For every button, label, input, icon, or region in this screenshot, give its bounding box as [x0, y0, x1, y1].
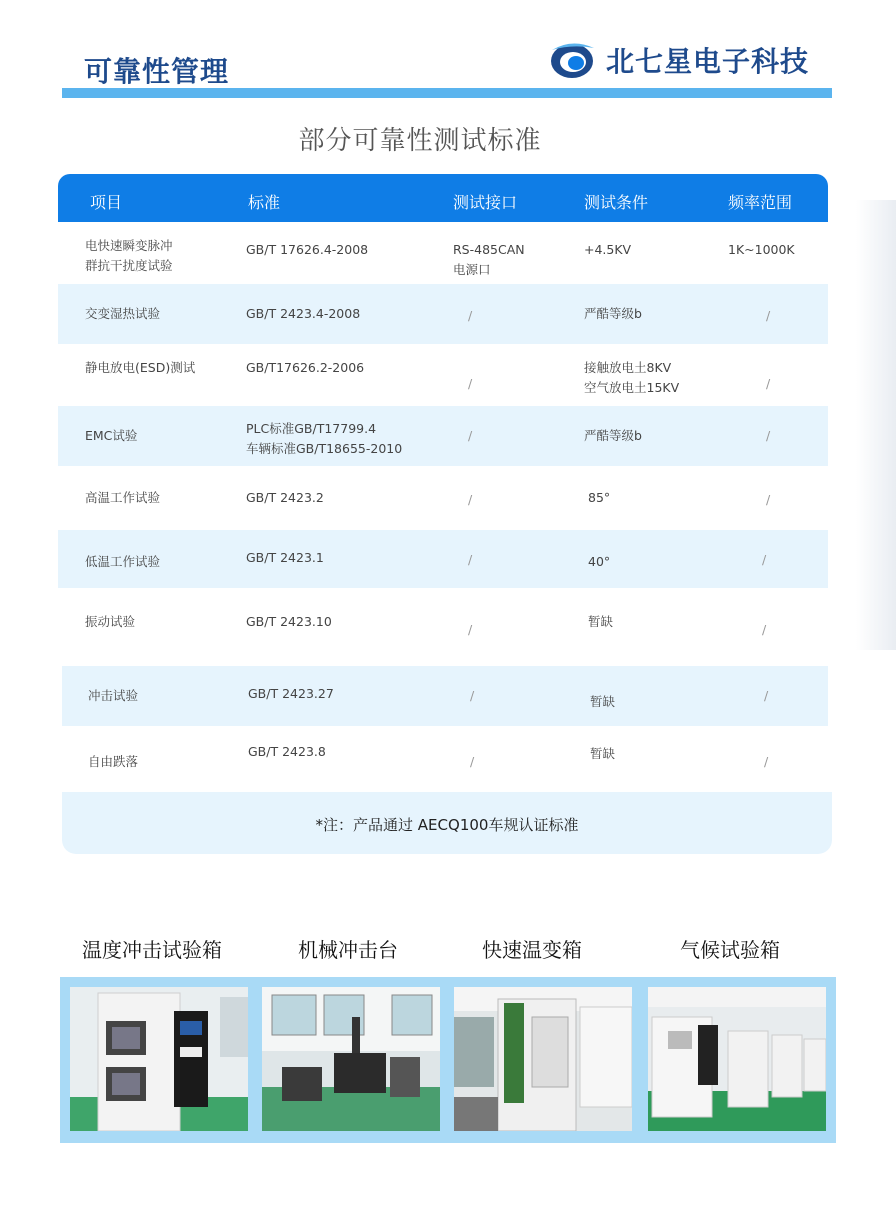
cell-interface: RS-485CAN 电源口	[453, 242, 525, 277]
cell-frequency: /	[766, 492, 771, 507]
certification-note: *注：产品通过 AECQ100车规认证标准	[62, 792, 832, 854]
cell-interface: /	[470, 688, 475, 703]
cell-condition: 严酷等级b	[584, 428, 642, 443]
cell-standard: GB/T17626.2-2006	[246, 360, 365, 375]
page-title: 可靠性管理	[84, 55, 230, 88]
cell-frequency: /	[764, 688, 769, 703]
cell-condition: 接触放电土8KV 空气放电土15KV	[584, 360, 680, 395]
mechanical-shock-table-photo	[262, 987, 440, 1131]
cell-interface: /	[468, 492, 473, 507]
caption-rapid-temp: 快速温变箱	[482, 938, 582, 962]
cell-item: 冲击试验	[88, 688, 139, 703]
caption-climate: 气候试验箱	[680, 938, 780, 962]
cell-condition: 85°	[588, 490, 611, 505]
header-standard: 标准	[248, 193, 281, 212]
cell-condition: 暂缺	[588, 614, 614, 629]
cell-frequency: /	[766, 376, 771, 391]
cell-item: 低温工作试验	[85, 554, 161, 569]
brand-name: 北七星电子科技	[606, 45, 810, 78]
header-item: 项目	[90, 193, 123, 212]
cell-standard: PLC标准GB/T17799.4 车辆标准GB/T18655-2010	[246, 421, 403, 456]
cell-standard: GB/T 2423.1	[246, 550, 324, 565]
cell-item: 自由跌落	[88, 754, 139, 769]
cell-frequency: /	[762, 622, 767, 637]
background-decoration	[856, 200, 896, 650]
section-title: 部分可靠性测试标准	[298, 126, 542, 156]
cell-item: 静电放电(ESD)测试	[85, 360, 196, 375]
table-row	[58, 592, 828, 666]
cell-interface: /	[468, 622, 473, 637]
cell-condition: 40°	[588, 554, 611, 569]
cell-item: EMC试验	[85, 428, 138, 443]
cell-frequency: /	[766, 428, 771, 443]
cell-frequency: /	[764, 754, 769, 769]
cell-standard: GB/T 2423.4-2008	[246, 306, 361, 321]
cell-interface: /	[468, 376, 473, 391]
standards-table-continued	[58, 592, 828, 792]
cell-standard: GB/T 2423.27	[248, 686, 334, 701]
header-condition: 测试条件	[584, 193, 649, 212]
cell-standard: GB/T 2423.2	[246, 490, 324, 505]
cell-frequency: /	[766, 308, 771, 323]
table-header	[58, 174, 828, 222]
cell-condition: 暂缺	[590, 746, 616, 761]
table-row	[58, 726, 828, 792]
cell-condition: 严酷等级b	[584, 306, 642, 321]
equipment-photo-strip	[60, 977, 836, 1143]
cell-item: 振动试验	[85, 614, 136, 629]
caption-mechanical-shock: 机械冲击台	[298, 938, 398, 962]
header-frequency: 频率范围	[728, 193, 793, 212]
cell-interface: /	[468, 308, 473, 323]
cell-item: 高温工作试验	[85, 490, 161, 505]
cell-interface: /	[470, 754, 475, 769]
cell-item: 交变湿热试验	[85, 306, 161, 321]
cell-standard: GB/T 2423.8	[248, 744, 326, 759]
table-row	[58, 222, 828, 284]
table-row	[58, 466, 828, 530]
logo-icon	[548, 40, 596, 80]
table-row	[58, 344, 828, 406]
brand-logo	[548, 40, 809, 80]
climate-chamber-photo	[648, 987, 826, 1131]
environmental-chamber-photo	[70, 987, 248, 1131]
cell-frequency: /	[762, 552, 767, 567]
equipment-captions	[0, 934, 896, 964]
standards-table	[58, 174, 828, 588]
cell-item: 电快速瞬变脉冲 群抗干扰度试验	[85, 238, 173, 273]
table-row	[58, 530, 828, 588]
table-row	[58, 406, 828, 466]
cell-condition: +4.5KV	[584, 242, 632, 257]
table-row	[62, 666, 828, 726]
cell-interface: /	[468, 428, 473, 443]
cell-standard: GB/T 17626.4-2008	[246, 242, 369, 257]
cell-condition: 暂缺	[590, 694, 616, 709]
rapid-temp-change-chamber-photo	[454, 987, 632, 1131]
cell-standard: GB/T 2423.10	[246, 614, 332, 629]
title-underline-bar	[62, 88, 832, 98]
cell-frequency: 1K~1000K	[728, 242, 795, 257]
header-interface: 测试接口	[453, 193, 518, 212]
caption-thermal-shock: 温度冲击试验箱	[82, 938, 222, 962]
table-row	[58, 284, 828, 344]
cell-interface: /	[468, 552, 473, 567]
